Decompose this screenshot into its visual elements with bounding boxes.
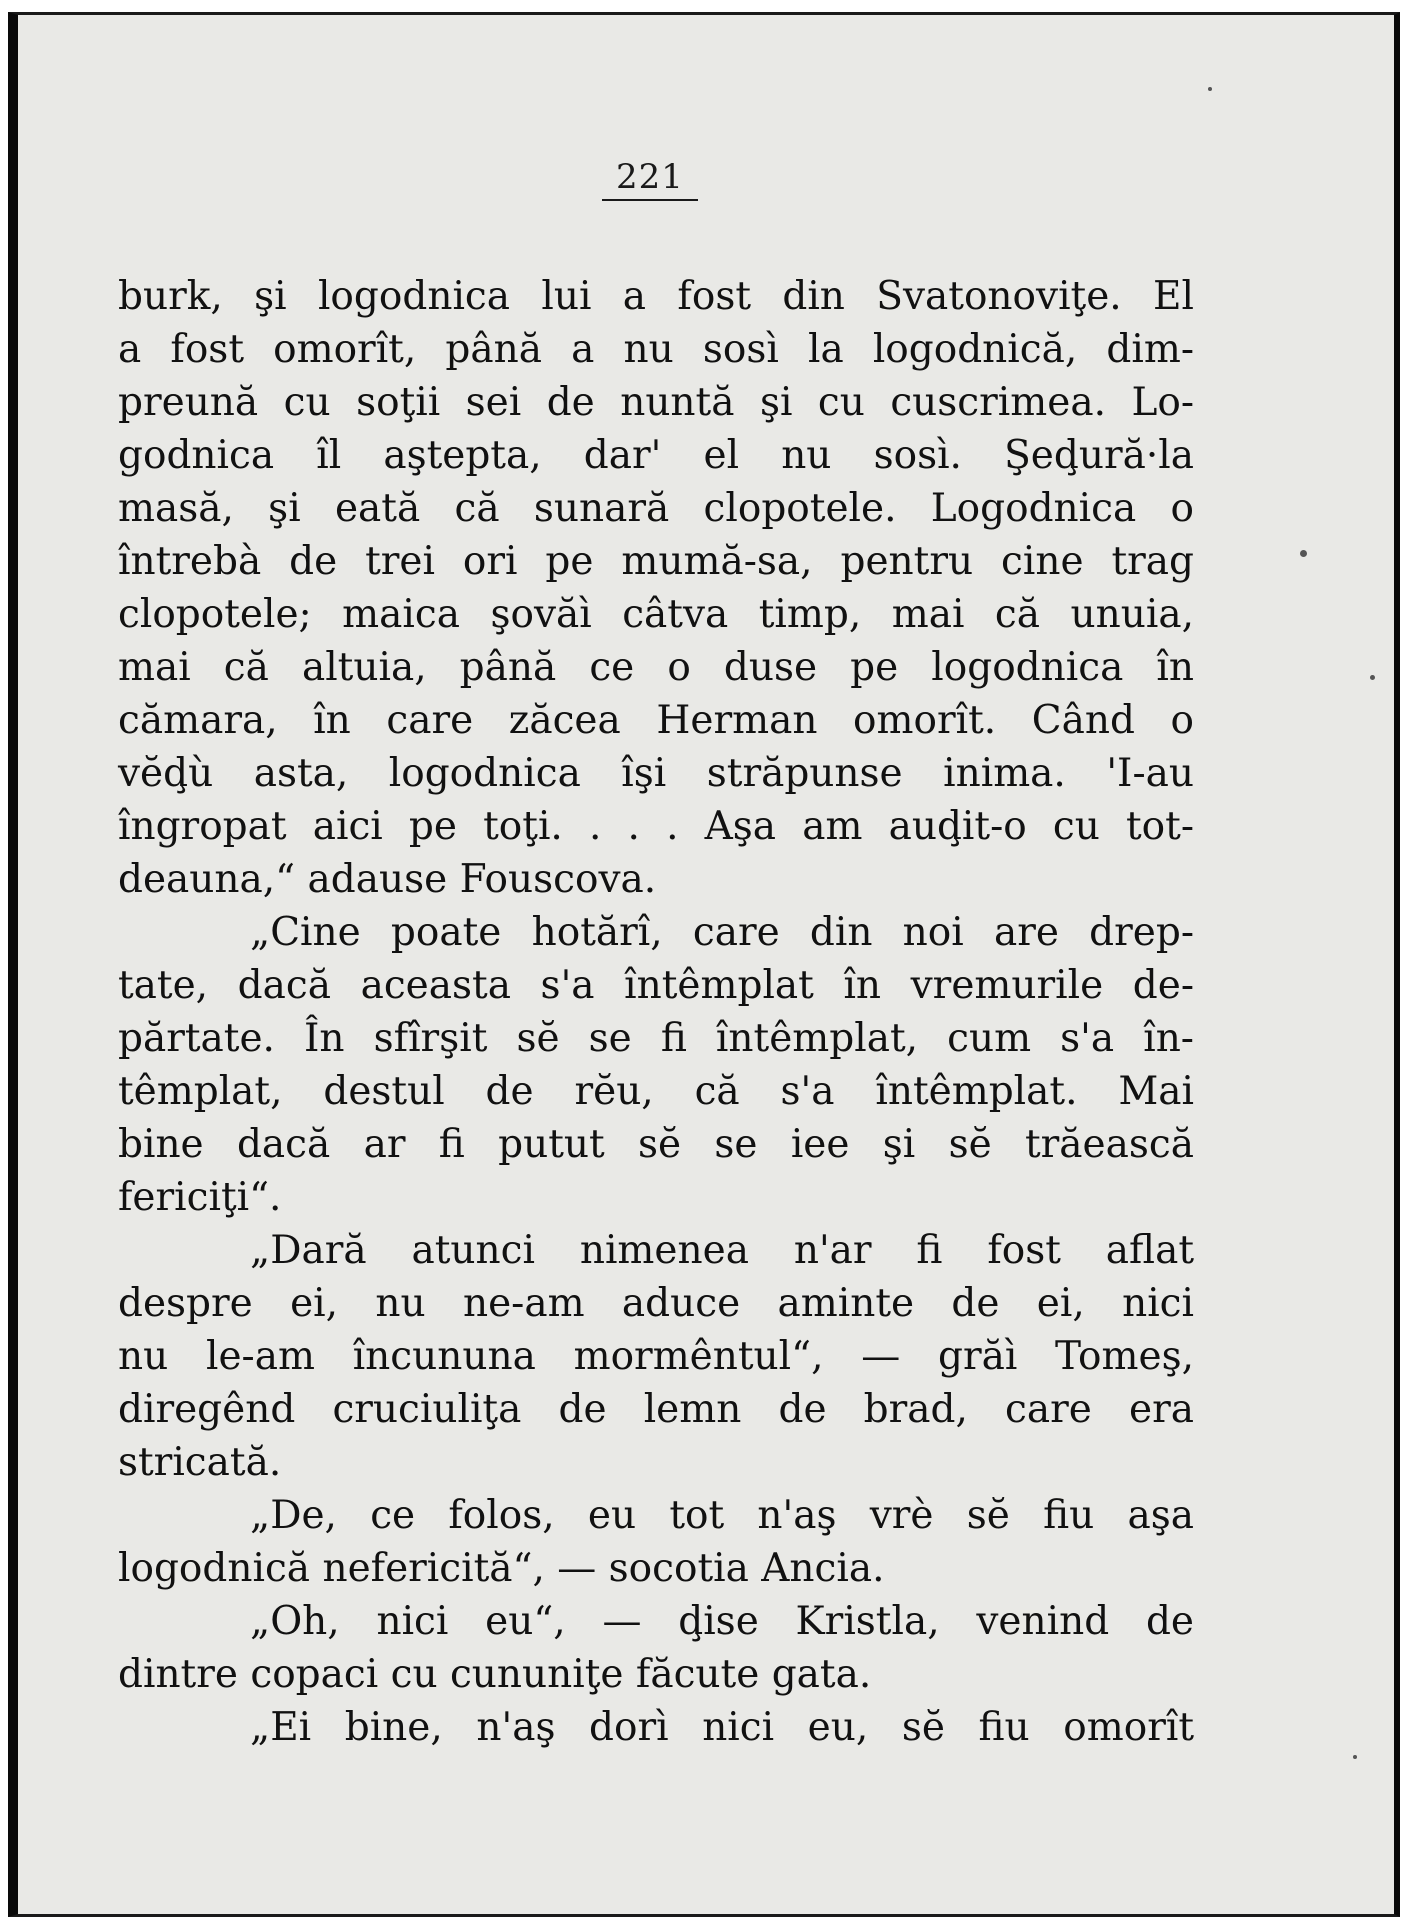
paragraph-3 xyxy=(118,1224,1194,1489)
text-line: „Dară atunci nimenea n'ar fi fost aflat xyxy=(250,1228,1194,1273)
paragraph-2 xyxy=(118,906,1194,1224)
text-line: tate, dacă aceasta s'a întêmplat în vremurile de- xyxy=(118,963,1194,1008)
scan-speck xyxy=(1300,550,1307,557)
paragraph-4 xyxy=(118,1489,1194,1595)
text-line: îngropat aici pe toţi. . . . Aşa am auḑit-o cu tot- xyxy=(118,804,1194,849)
text-line: diregênd cruciuliţa de lemn de brad, care era xyxy=(118,1387,1194,1432)
text-line: mai că altuia, până ce o duse pe logodnica în xyxy=(118,645,1194,690)
text-line: bine dacă ar fi putut sĕ se iee şi sĕ trăească xyxy=(118,1122,1194,1167)
text-line: întrebà de trei ori pe mumă-sa, pentru cine trag xyxy=(118,539,1194,584)
text-line: „De, ce folos, eu tot n'aş vrè sĕ fiu aşa xyxy=(250,1493,1194,1538)
text-line: nu le-am încununa mormêntul“, — grăì Tomeş, xyxy=(118,1334,1194,1379)
text-line: dintre copaci cu cununiţe făcute gata. xyxy=(118,1652,872,1697)
text-line: godnica îl aştepta, dar' el nu sosì. Şeḑură·la xyxy=(118,433,1194,478)
page-number-header xyxy=(580,157,720,201)
text-line: burk, şi logodnica lui a fost din Svatonoviţe. El xyxy=(118,274,1194,319)
paragraph-1 xyxy=(118,270,1194,906)
text-line: despre ei, nu ne-am aduce aminte de ei, nici xyxy=(118,1281,1194,1326)
text-line: fericiţi“. xyxy=(118,1175,282,1220)
text-line: clopotele; maica şovăì câtva timp, mai că unuia, xyxy=(118,592,1194,637)
text-line: preună cu soţii sei de nuntă şi cu cuscrimea. Lo- xyxy=(118,380,1194,425)
text-line: cămara, în care zăcea Herman omorît. Când o xyxy=(118,698,1194,743)
scan-speck xyxy=(1353,1755,1357,1759)
scan-speck xyxy=(1208,87,1212,91)
page-number: 221 xyxy=(602,157,698,201)
text-line: masă, şi eată că sunară clopotele. Logodnica o xyxy=(118,486,1194,531)
paragraph-5 xyxy=(118,1595,1194,1701)
text-line: a fost omorît, până a nu sosì la logodnică, dim- xyxy=(118,327,1194,372)
paragraph-6 xyxy=(118,1701,1194,1754)
text-line: „Oh, nici eu“, — ḑise Kristla, venind de xyxy=(250,1599,1194,1644)
text-line: deauna,“ adause Fouscova. xyxy=(118,857,657,902)
text-line: „Ei bine, n'aş dorì nici eu, sĕ fiu omorît xyxy=(250,1705,1194,1750)
text-line: „Cine poate hotărî, care din noi are drep- xyxy=(250,910,1194,955)
scan-speck xyxy=(1370,675,1375,680)
text-line: têmplat, destul de rĕu, că s'a întêmplat. Mai xyxy=(118,1069,1194,1114)
book-page xyxy=(8,12,1400,1917)
text-line: părtate. În sfîrşit sĕ se fi întêmplat, cum s'a în- xyxy=(118,1016,1194,1061)
text-line: stricată. xyxy=(118,1440,282,1485)
body-text xyxy=(118,270,1194,1754)
text-line: vĕḑù asta, logodnica îşi străpunse inima. 'I-au xyxy=(118,751,1194,796)
text-line: logodnică nefericită“, — socotia Ancia. xyxy=(118,1546,885,1591)
